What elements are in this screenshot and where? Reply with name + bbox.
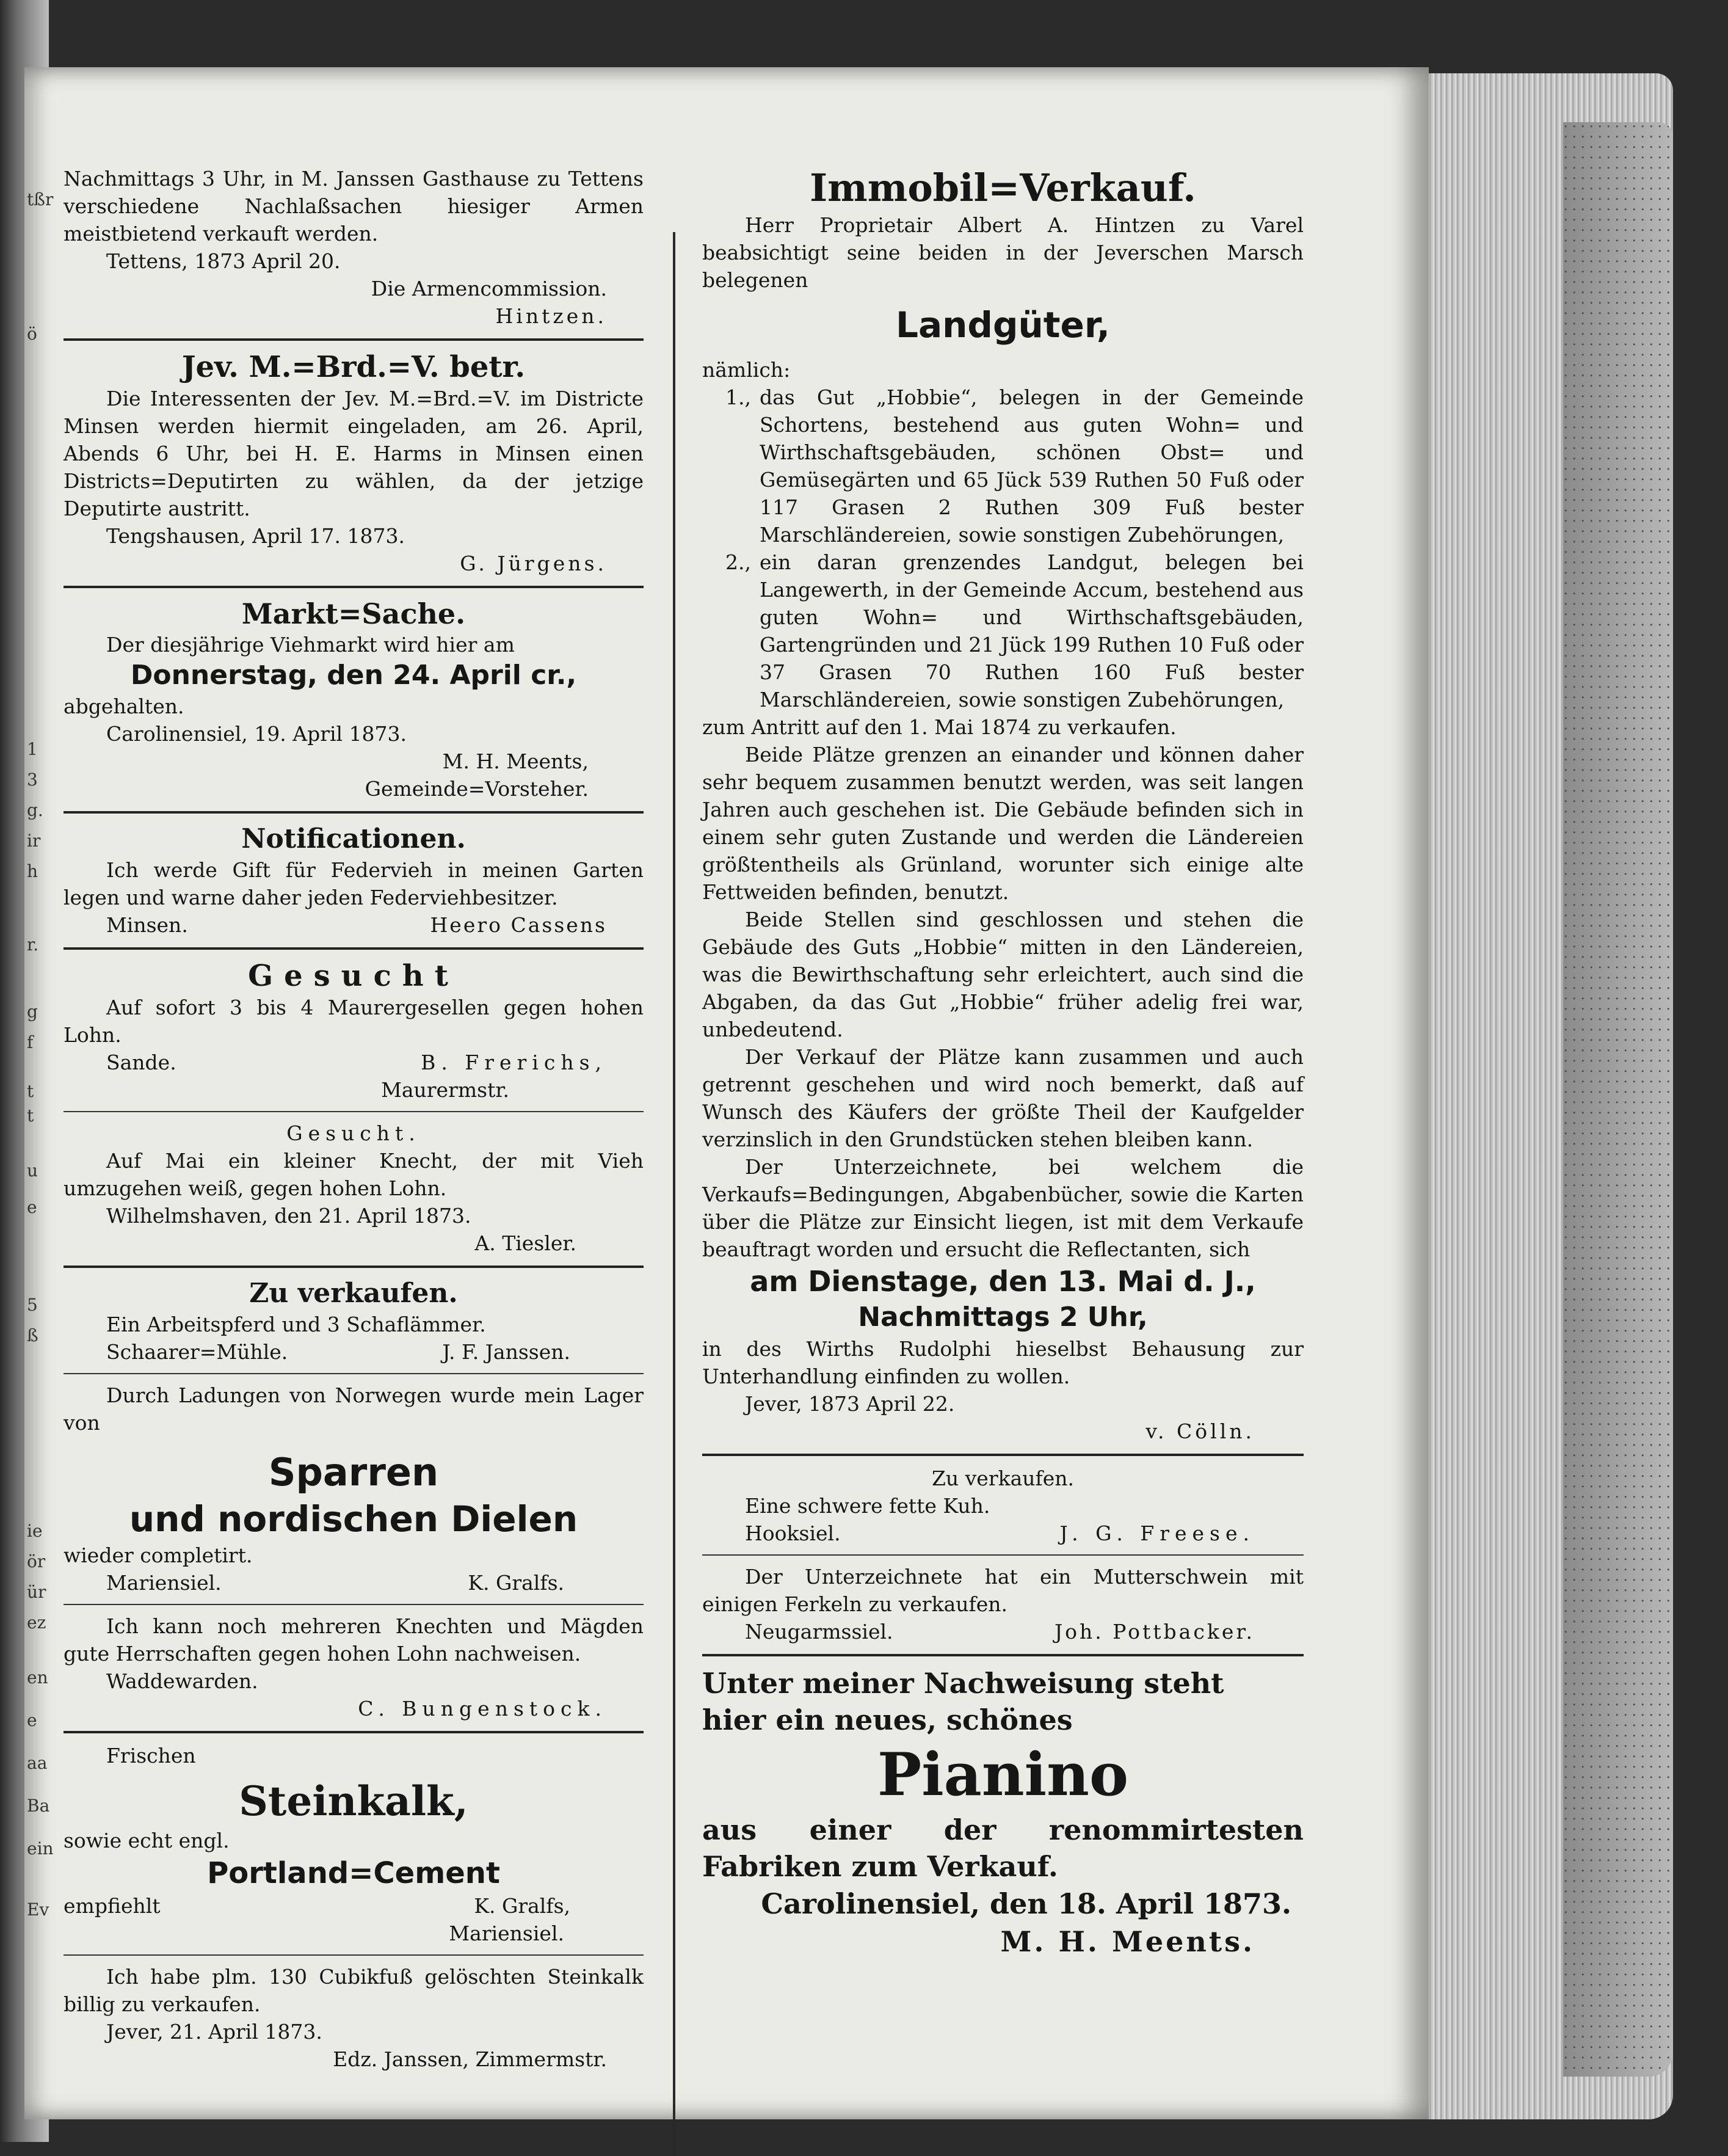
notice-kuh (702, 1465, 1304, 1547)
notice-footer (64, 1338, 644, 1366)
list-item-text: ein daran grenzendes Landgut, belegen bei Langewerth, in der Gemeinde Accum, bestehend aus guten Wohn= und Wirthschaftsgebäuden, Gartengründen und 21 Jück 199 Ruthen 10 Fuß oder 37 Grasen 70 Ruthen 160 Fuß bester Marschländereien, sowie sonstigen Zubehörungen, (760, 550, 1304, 712)
margin-fragment: f (27, 1032, 34, 1052)
notice-heading: Zu verkaufen. (249, 1278, 458, 1309)
notice-signer: J. F. Janssen. (442, 1340, 570, 1364)
notice-text: Frischen (106, 1744, 196, 1768)
section-divider (64, 811, 644, 814)
notice-steinkalk (64, 1742, 644, 1947)
notice-signer: K. Gralfs. (468, 1571, 564, 1595)
notice-signer: C. Bungenstock. (358, 1697, 607, 1721)
notice-place-date: Carolinensiel, 19. April 1873. (106, 722, 407, 746)
notice-signer: v. Cölln. (1145, 1419, 1255, 1443)
notice-gesucht-maurer (64, 958, 644, 1104)
list-item (702, 548, 1304, 713)
notice-jev (64, 349, 644, 577)
margin-fragment: 5 (27, 1295, 38, 1315)
notice-place-date: Carolinensiel, den 18. April 1873. (761, 1887, 1291, 1920)
margin-fragment: 1 (27, 739, 38, 759)
notice-product-heading: Sparren (268, 1450, 439, 1495)
section-divider (64, 1731, 644, 1733)
notice-signer: M. H. Meents. (1000, 1925, 1255, 1958)
margin-fragment: ß (27, 1325, 38, 1346)
notice-authority: Die Armencommission. (371, 277, 607, 300)
notice-date-emphasis: am Dienstage, den 13. Mai d. J., (750, 1265, 1256, 1298)
notice-signer: A. Tiesler. (474, 1231, 576, 1255)
margin-fragment: h (27, 861, 38, 881)
notice-text: Herr Proprietair Albert A. Hintzen zu Varel beabsichtigt seine beiden in der Jeverschen Marsch belegenen (702, 213, 1304, 292)
margin-fragment: g (27, 1002, 38, 1022)
notice-footer (64, 1049, 644, 1076)
margin-fragment: ö (27, 324, 37, 344)
notice-gesucht-knecht (64, 1120, 644, 1257)
notice-text: Eine schwere fette Kuh. (745, 1494, 990, 1518)
notice-immobil-verkauf (702, 165, 1304, 1445)
column-divider (673, 232, 675, 2156)
notice-footer (64, 911, 644, 939)
notice-schwein (702, 1563, 1304, 1645)
notice-text: Beide Plätze grenzen an einander und können daher sehr bequem zusammen benutzt werden, was seit langen Jahren auch geschehen ist. Die Gebäude befinden sich in einem sehr guten Zustande und werden die Ländereien größtentheils als Grünland, worunter sich einige alte Fettweiden befinden, benutzt. (702, 743, 1304, 904)
section-divider (702, 1654, 1304, 1656)
margin-fragment: ör (27, 1551, 46, 1571)
notice-footer (702, 1618, 1304, 1645)
notice-time-emphasis: Nachmittags 2 Uhr, (858, 1302, 1148, 1333)
notice-place-date: Jever, 1873 April 22. (745, 1392, 955, 1416)
section-divider (64, 1111, 644, 1112)
notice-product-heading: Landgüter, (896, 304, 1110, 346)
notice-signer: M. H. Meents, (442, 749, 589, 773)
notice-signer: Hintzen. (495, 304, 607, 328)
notice-place-date: Tettens, 1873 April 20. (106, 249, 341, 273)
margin-fragment: ir (27, 831, 41, 851)
notice-text: zum Antritt auf den 1. Mai 1874 zu verkaufen. (702, 715, 1177, 739)
margin-fragment: ein (27, 1838, 54, 1859)
margin-fragment: Ev (27, 1899, 49, 1920)
notice-product-heading: Pianino (877, 1740, 1128, 1809)
margin-fragment: Ba (27, 1796, 50, 1816)
list-item-text: das Gut „Hobbie“, belegen in der Gemeinde Schortens, bestehend aus guten Wohn= und Wirthschaftsgebäuden, schönen Obst= und Gemüsegärten und 65 Jück 539 Ruthen 50 Fuß oder 117 Grasen 2 Ruthen 309 Fuß bester Marschländereien, sowie sonstigen Zubehörungen, (760, 385, 1304, 547)
notice-place: Neugarmssiel. (745, 1620, 893, 1644)
notice-text: Der Unterzeichnete hat ein Mutterschwein mit einigen Ferkeln zu verkaufen. (702, 1565, 1304, 1616)
margin-fragment: tßr (27, 189, 54, 209)
notice-text: Nachmittags 3 Uhr, in M. Janssen Gasthause zu Tettens verschiedene Nachlaßsachen hiesiger Armen meistbietend verkauft werden. (64, 167, 644, 246)
list-item (702, 384, 1304, 548)
notice-text: Durch Ladungen von Norwegen wurde mein Lager von (64, 1383, 644, 1435)
notice-heading: Zu verkaufen. (931, 1466, 1075, 1490)
margin-fragment: ez (27, 1612, 46, 1633)
notice-product-heading: und nordischen Dielen (129, 1498, 578, 1540)
notice-footer (702, 1520, 1304, 1547)
list-item-number: 1., (725, 385, 751, 409)
notice-place: Mariensiel. (106, 1571, 222, 1595)
notice-text: Ich werde Gift für Federvieh in meinen Garten legen und warne daher jeden Federviehbesitzer. (64, 858, 644, 909)
notice-zu-verkaufen-pferd (64, 1276, 644, 1366)
section-divider (64, 947, 644, 950)
section-divider (702, 1554, 1304, 1556)
list-item-number: 2., (725, 550, 751, 574)
notice-place: Mariensiel. (449, 1921, 564, 1945)
notice-signer: Heero Cassens (430, 913, 607, 937)
notice-signer: Edz. Janssen, Zimmermstr. (333, 2047, 607, 2071)
notice-text: wieder completirt. (64, 1543, 253, 1567)
notice-armen (64, 165, 644, 330)
section-divider (64, 586, 644, 588)
notice-text: Auf Mai ein kleiner Knecht, der mit Vieh umzugehen weiß, gegen hohen Lohn. (64, 1149, 644, 1200)
notice-heading: Markt=Sache. (241, 597, 466, 630)
notice-text: sowie echt engl. (64, 1829, 230, 1852)
margin-fragment: 3 (27, 770, 38, 790)
notice-signer: B. Frerichs, (421, 1051, 607, 1074)
notice-text: Ich habe plm. 130 Cubikfuß gelöschten Steinkalk billig zu verkaufen. (64, 1965, 644, 2016)
notice-kalk-verkauf (64, 1963, 644, 2073)
margin-fragment: g. (27, 800, 43, 820)
notice-text: Die Interessenten der Jev. M.=Brd.=V. im Districte Minsen werden hiermit eingeladen, am 26. April, Abends 6 Uhr, bei H. E. Harms in Minsen einen Districts=Deputirten zu wählen, da der jetzige Deputirte austritt. (64, 387, 644, 520)
notice-markt (64, 597, 644, 803)
notice-verb: empfiehlt (64, 1894, 161, 1918)
notice-product-heading: Steinkalk, (239, 1777, 468, 1825)
notice-footer (64, 1569, 644, 1597)
notice-heading: Gesucht. (286, 1121, 421, 1145)
notice-heading: Notificationen. (241, 823, 466, 854)
notice-footer (64, 1892, 644, 1920)
margin-fragment: ie (27, 1521, 43, 1541)
notice-signer: J. G. Freese. (1059, 1521, 1255, 1545)
notice-text: Ich kann noch mehreren Knechten und Mägden gute Herrschaften gegen hohen Lohn nachweisen. (64, 1614, 644, 1666)
notice-role: Maurermstr. (381, 1078, 509, 1102)
notice-text: Der Unterzeichnete, bei welchem die Verkaufs=Bedingungen, Abgabenbücher, sowie die Karten über die Plätze zur Einsicht liegen, ist mit dem Verkaufe beauftragt worden und ersucht die Reflectanten, sich (702, 1155, 1304, 1261)
notice-product-heading: Portland=Cement (207, 1856, 500, 1890)
notice-heading: Jev. M.=Brd.=V. betr. (181, 350, 526, 384)
left-column (64, 165, 644, 2073)
margin-fragment: u (27, 1160, 38, 1181)
margin-fragment: e (27, 1197, 37, 1217)
margin-fragment: r. (27, 934, 39, 955)
notice-text: nämlich: (702, 358, 791, 382)
newspaper-page (24, 67, 1429, 2119)
notice-signer: Joh. Pottbacker. (1054, 1620, 1255, 1644)
notice-date-emphasis: Donnerstag, den 24. April cr., (130, 660, 577, 691)
notice-place: Schaarer=Mühle. (106, 1340, 288, 1364)
section-divider (702, 1454, 1304, 1456)
notice-text: Ein Arbeitspferd und 3 Schaflämmer. (106, 1313, 486, 1336)
notice-text-emphasis: hier ein neues, schönes (702, 1703, 1073, 1736)
margin-fragment: t (27, 1105, 34, 1126)
notice-text: Auf sofort 3 bis 4 Maurergesellen gegen hohen Lohn. (64, 996, 644, 1047)
notice-text: Der diesjährige Viehmarkt wird hier am (106, 633, 515, 657)
notice-knechte (64, 1612, 644, 1722)
notice-notificationen (64, 822, 644, 939)
notice-place: Minsen. (106, 913, 188, 937)
section-divider (64, 1373, 644, 1374)
margin-fragment: en (27, 1667, 48, 1688)
notice-pianino (702, 1665, 1304, 1961)
section-divider (64, 338, 644, 341)
notice-place-date: Tengshausen, April 17. 1873. (106, 524, 405, 548)
margin-fragment: t (27, 1081, 34, 1101)
notice-place: Waddewarden. (106, 1669, 258, 1693)
section-divider (64, 1954, 644, 1956)
margin-fragment: aa (27, 1753, 48, 1773)
notice-signer: K. Gralfs, (474, 1894, 570, 1918)
notice-place: Sande. (106, 1051, 176, 1074)
notice-text: Der Verkauf der Plätze kann zusammen und auch getrennt geschehen und wird noch bemerkt, daß auf Wunsch des Käufers der größte Theil der Kaufgelder verzinslich in den Grundstücken stehen bleiben kann. (702, 1045, 1304, 1151)
margin-fragment: e (27, 1710, 37, 1730)
right-column (702, 165, 1304, 1961)
notice-text: abgehalten. (64, 694, 184, 718)
notice-place-date: Wilhelmshaven, den 21. April 1873. (106, 1204, 471, 1228)
margin-fragment: ür (27, 1582, 46, 1602)
notice-heading: Gesucht (248, 959, 459, 993)
notice-heading: Immobil=Verkauf. (810, 166, 1196, 210)
notice-text-emphasis: Unter meiner Nachweisung steht (702, 1667, 1224, 1700)
notice-text: Beide Stellen sind geschlossen und stehen die Gebäude des Guts „Hobbie“ mitten in den Ländereien, was die Bewirthschaftung sehr erleichtert, auch sind die Abgaben, da das Gut „Hobbie“ früher adelig frei war, unbedeutend. (702, 908, 1304, 1041)
notice-place: Hooksiel. (745, 1521, 841, 1545)
notice-text-emphasis: aus einer der renommirtesten Fabriken zum Verkauf. (702, 1813, 1304, 1883)
notice-text: in des Wirths Rudolphi hieselbst Behausung zur Unterhandlung einfinden zu wollen. (702, 1337, 1304, 1388)
book-page-edges (1404, 73, 1673, 2119)
notice-role: Gemeinde=Vorsteher. (365, 777, 589, 801)
section-divider (64, 1266, 644, 1268)
notice-place-date: Jever, 21. April 1873. (106, 2020, 322, 2044)
notice-sparren (64, 1382, 644, 1597)
notice-signer: G. Jürgens. (460, 552, 607, 575)
section-divider (64, 1604, 644, 1605)
